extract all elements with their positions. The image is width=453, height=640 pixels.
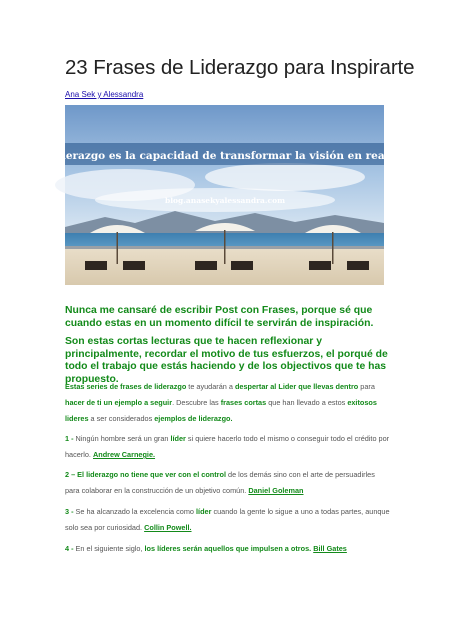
quote-number: 3 -	[65, 507, 74, 516]
quote-number: 1 -	[65, 434, 74, 443]
lead-paragraph-1: Nunca me cansaré de escribir Post con Frases, porque sé que cuando estas en un momento difícil te servirán de inspiración.	[65, 305, 374, 329]
lead-paragraph-2: Son estas cortas lecturas que te hacen reflexionar y principalmente, recordar el motivo de tus esfuerzos, el porqué de todo el trabajo que estás haciendo y de los objectivos que te has propuesto.	[65, 336, 388, 385]
quote-author-link[interactable]: Collin Powell.	[144, 523, 192, 532]
quote-author-link[interactable]: Andrew Carnegie.	[93, 450, 156, 459]
banner-text: El liderazgo es la capacidad de transformar la visión en realidad	[34, 150, 415, 162]
author-link[interactable]: Ana Sek y Alessandra	[65, 90, 144, 99]
quote-item: 4 - En el siguiente siglo, los líderes serán aquellos que impulsen a otros. Bill Gates	[65, 544, 347, 553]
quote-author-link[interactable]: Daniel Goleman	[248, 486, 304, 495]
quote-author-link[interactable]: Bill Gates	[313, 544, 347, 553]
page-title: 23 Frases de Liderazgo para Inspirarte	[65, 56, 415, 79]
intro-highlight: Estas series de frases de liderazgo	[65, 382, 187, 391]
quote-item: 1 - Ningún hombre será un gran líder si quiere hacerlo todo el mismo o conseguir todo el crédito por hacerlo. Andrew Carnegie.	[65, 434, 390, 459]
hero-image	[34, 105, 415, 285]
quote-number: 2 –	[65, 470, 76, 479]
quote-item: 2 – El liderazgo no tiene que ver con el control de los demás sino con el arte de persuadirles para colaborar en la construcción de un objetivo común. Daniel Goleman	[65, 470, 375, 495]
quote-number: 4 -	[65, 544, 74, 553]
beach-illustration	[34, 105, 415, 285]
quote-item: 3 - Se ha alcanzado la excelencia como líder cuando la gente lo sigue a uno a todas partes, aunque solo sea por curiosidad. Collin Powell.	[65, 507, 390, 532]
intro-paragraph: Estas series de frases de liderazgo te ayudarán a despertar al Lider que llevas dentro para hacer de ti un ejemplo a seguir. Descubre las frases cortas que han llevado a estos exitosos lideres a ser considerados ejemplos de liderazgo.	[65, 382, 377, 423]
site-url-text: blog.anasekyalessandra.com	[164, 196, 286, 205]
